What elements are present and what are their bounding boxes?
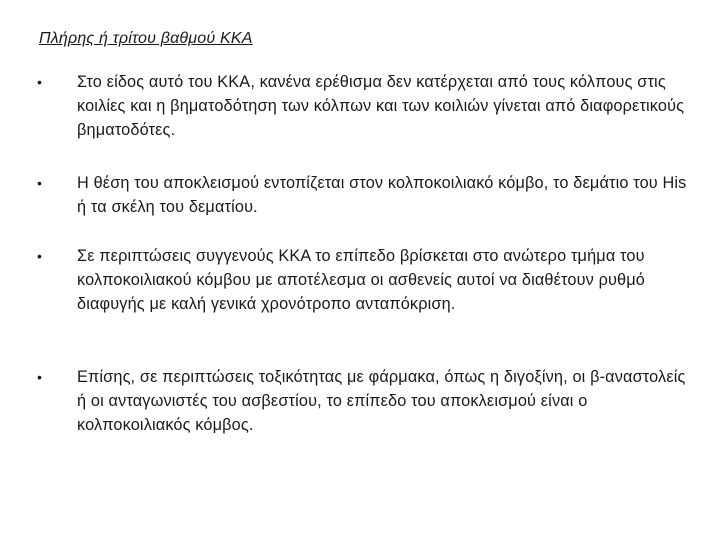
bullet-icon: • <box>37 74 42 90</box>
slide-title: Πλήρης ή τρίτου βαθμού ΚΚΑ <box>39 30 253 47</box>
bullet-text: Επίσης, σε περιπτώσεις τοξικότητας με φάρμακα, όπως η διγοξίνη, οι β-αναστολείς ή οι ανταγωνιστές του ασβεστίου, το επίπεδο του αποκλεισμού είναι ο κολποκοιλιακός κόμβος. <box>77 368 686 434</box>
bullet-icon: • <box>37 248 42 264</box>
bullet-text: Σε περιπτώσεις συγγενούς ΚΚΑ το επίπεδο βρίσκεται στο ανώτερο τμήμα του κολποκοιλιακού κόμβου με αποτέλεσμα οι ασθενείς αυτοί να διαθέτουν ρυθμό διαφυγής με καλή γενικά χρονότροπο ανταπόκριση. <box>77 247 646 313</box>
bullet-icon: • <box>37 369 42 385</box>
bullet-text: Στο είδος αυτό του ΚΚΑ, κανένα ερέθισμα δεν κατέρχεται από τους κόλπους στις κοιλίες και η βηματοδότηση των κόλπων και των κοιλιών γίνεται από διαφορετικούς βηματοδότες. <box>77 73 685 139</box>
bullet-text: Η θέση του αποκλεισμού εντοπίζεται στον κολποκοιλιακό κόμβο, το δεμάτιο του His ή τα σκέλη του δεματίου. <box>77 174 687 216</box>
bullet-icon: • <box>37 175 42 191</box>
